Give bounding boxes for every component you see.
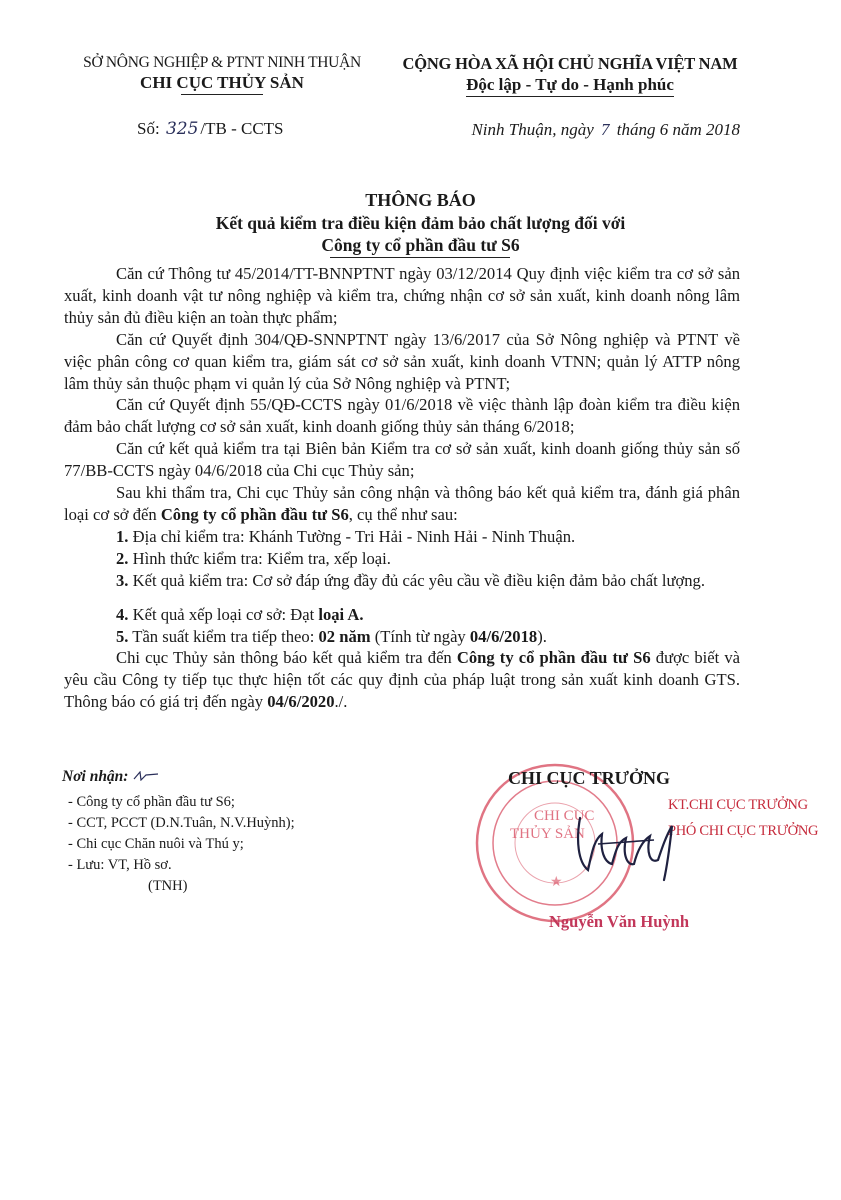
recipients-heading: [62, 768, 392, 786]
item-text: Địa chỉ kiểm tra: Khánh Tường - Tri Hải - Ninh Hải - Ninh Thuận.: [128, 526, 576, 546]
svg-text:THỦY SẢN: THỦY SẢN: [510, 826, 585, 842]
recipient-item: - Lưu: VT, Hồ sơ.: [68, 857, 172, 873]
signer-name: Nguyễn Văn Huỳnh: [549, 912, 690, 931]
list-item-method: [64, 548, 740, 570]
doc-number-suffix: /TB - CCTS: [200, 119, 284, 138]
issuing-agency-block: [62, 54, 382, 95]
spacer: [64, 592, 740, 604]
date-rest: tháng 6 năm 2018: [616, 120, 740, 139]
item-text: ).: [537, 626, 547, 646]
item-number: 2.: [116, 548, 129, 568]
valid-until-date: 04/6/2020: [267, 692, 335, 712]
paragraph-basis-3: Căn cứ Quyết định 55/QĐ-CCTS ngày 01/6/2018 về việc thành lập đoàn kiểm tra điều kiện đảm bảo chất lượng cơ sở sản xuất, kinh doanh giống thủy sản tháng 6/2018;: [64, 395, 740, 437]
document-number: [137, 119, 284, 139]
doc-number-handwritten: 325: [165, 119, 199, 139]
paragraph-basis-2: Căn cứ Quyết định 304/QĐ-SNNPTNT ngày 13/6/2017 của Sở Nông nghiệp và PTNT về việc phân công cơ quan kiểm tra, giám sát cơ sở sản xuất, kinh doanh VTNN; quản lý ATTP nông lâm thủy sản thuộc phạm vi quản lý của Sở Nông nghiệp và PTNT;: [64, 329, 740, 393]
recipient-item: - CCT, PCCT (D.N.Tuân, N.V.Huỳnh);: [68, 815, 295, 831]
item-text: Tần suất kiểm tra tiếp theo:: [128, 626, 319, 646]
date-line: [420, 120, 740, 140]
recipients-heading-text: Nơi nhận:: [62, 768, 129, 785]
initial-mark-icon: [132, 771, 160, 781]
parent-agency: SỞ NÔNG NGHIỆP & PTNT NINH THUẬN: [83, 54, 361, 71]
list-item-frequency: [64, 626, 740, 648]
company-name: Công ty cổ phần đầu tư S6: [160, 504, 349, 524]
handwritten-signature-icon: [558, 800, 688, 890]
signer-position: CHI CỤC TRƯỞNG: [508, 768, 671, 788]
agency-name: CHI CỤC THỦY SẢN: [140, 73, 304, 92]
doc-type-title: THÔNG BÁO: [365, 190, 476, 210]
item-text: Hình thức kiểm tra: Kiểm tra, xếp loại.: [128, 548, 391, 568]
item-number: 3.: [116, 570, 129, 590]
closing-text: được biết và yêu cầu Công ty tiếp tục thực hiện tốt các quy định của pháp luật trong sản xuất kinh doanh GTS. Thông báo có giá trị đến ngày: [64, 648, 741, 712]
signer-deputy-title: PHÓ CHI CỤC TRƯỞNG: [668, 823, 819, 839]
svg-text:CHI CỤC: CHI CỤC: [534, 808, 595, 824]
doc-subject-line2: Công ty cổ phần đầu tư S6: [321, 235, 520, 255]
date-day-handwritten: 7: [601, 120, 610, 139]
item-text: Kết quả kiểm tra: Cơ sở đáp ứng đầy đủ các yêu cầu về điều kiện đảm bảo chất lượng.: [128, 570, 705, 590]
list-item-result: [64, 570, 740, 592]
recipients-block: [62, 768, 392, 897]
item-number: 1.: [116, 526, 129, 546]
drafter-initials: (TNH): [148, 878, 188, 894]
closing-text: Chi cục Thủy sản thông báo kết quả kiểm tra đến: [116, 648, 457, 668]
motto-underline: [466, 96, 674, 97]
intro-tail: , cụ thể như sau:: [348, 504, 458, 524]
item-number: 5.: [116, 626, 129, 646]
doc-subject-line1: Kết quả kiểm tra điều kiện đảm bảo chất lượng đối với: [215, 213, 626, 233]
item-text: Kết quả xếp loại cơ sở: Đạt: [128, 604, 319, 624]
item-text: (Tính từ ngày: [370, 626, 470, 646]
motto: Độc lập - Tự do - Hạnh phúc: [466, 75, 674, 94]
doc-number-prefix: Số:: [137, 119, 160, 138]
paragraph-intro: [64, 482, 740, 526]
signer-on-behalf: KT.CHI CỤC TRƯỞNG: [668, 797, 808, 813]
paragraph-basis-1: Căn cứ Thông tư 45/2014/TT-BNNPTNT ngày 03/12/2014 Quy định việc kiểm tra cơ sở sản xuất, kinh doanh vật tư nông nghiệp và kiểm tra, chứng nhận cơ sở sản xuất, kinh doanh nông lâm thủy sản đủ điều kiện an toàn thực phẩm;: [64, 264, 740, 327]
recipient-item: - Công ty cổ phần đầu tư S6;: [68, 794, 235, 810]
intro-text: Sau khi thẩm tra, Chi cục Thủy sản công nhận và thông báo kết quả kiểm tra, đánh giá phân loại cơ sở đến: [64, 483, 740, 524]
document-body: [64, 263, 740, 713]
date-prefix: Ninh Thuận, ngày: [471, 120, 594, 139]
paragraph-closing: [64, 647, 740, 713]
paragraph-basis-4: Căn cứ kết quả kiểm tra tại Biên bản Kiểm tra cơ sở sản xuất, kinh doanh giống thủy sản số 77/BB-CCTS ngày 04/6/2018 của Chi cục Thủy sản;: [64, 439, 740, 481]
closing-tail: ./.: [334, 692, 348, 712]
start-date: 04/6/2018: [469, 626, 538, 646]
rating-value: loại A.: [318, 604, 364, 624]
list-item-address: [64, 526, 740, 548]
recipient-item: - Chi cục Chăn nuôi và Thú y;: [68, 836, 244, 852]
company-name: Công ty cổ phần đầu tư S6: [456, 648, 651, 668]
national-heading-block: [384, 54, 756, 97]
svg-text:★: ★: [550, 873, 563, 889]
title-underline: [330, 257, 510, 258]
agency-underline: [181, 94, 263, 95]
list-item-rating: [64, 604, 740, 626]
country-name: CỘNG HÒA XÃ HỘI CHỦ NGHĨA VIỆT NAM: [402, 54, 738, 73]
frequency-value: 02 năm: [318, 626, 371, 646]
item-number: 4.: [116, 604, 129, 624]
